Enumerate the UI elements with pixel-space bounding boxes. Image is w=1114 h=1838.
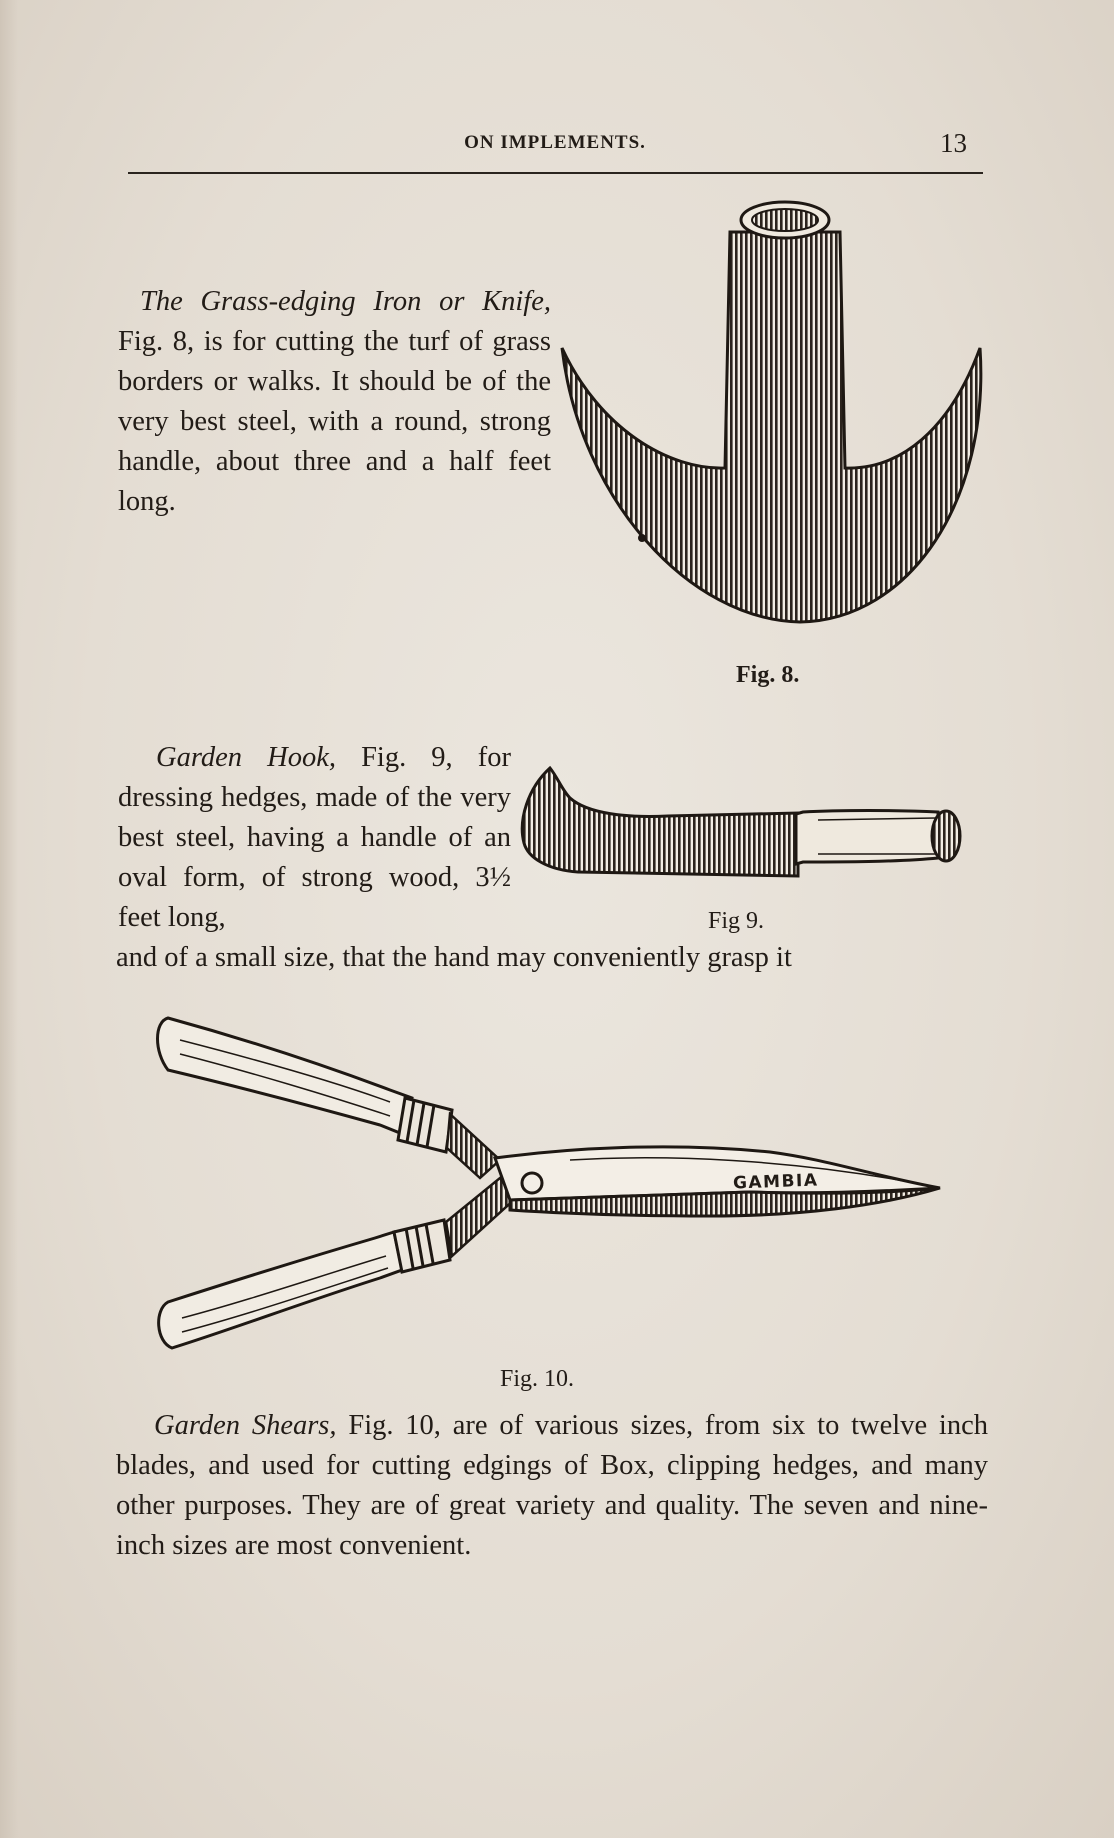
- grass-edging-text: Fig. 8, is for cutting the turf of grass borders or walks. It should be of the very best steel, with a round, strong handle, about three and a half feet long.: [118, 326, 551, 517]
- grass-edging-iron-illustration: [550, 200, 990, 630]
- garden-shears-text: Fig. 10, are of various sizes, from six to twelve inch blades, and used for cutting edgings of Box, clipping hedges, and many other purposes. They are of great variety and quality. The seven and nine-inch sizes are most convenient.: [116, 1410, 988, 1561]
- figure-8-caption: Fig. 8.: [736, 662, 800, 688]
- figure-10-caption: Fig. 10.: [500, 1366, 575, 1392]
- garden-hook-illustration: [518, 758, 978, 888]
- garden-shears-heading: Garden Shears,: [154, 1410, 337, 1441]
- garden-shears-illustration: [150, 1010, 950, 1360]
- header-rule: [128, 172, 983, 174]
- garden-hook-continuation-text: and of a small size, that the hand may conveniently grasp it: [116, 942, 792, 973]
- running-header: ON IMPLEMENTS.: [464, 132, 646, 153]
- grass-edging-heading: The Grass-edging Iron or Knife,: [140, 286, 551, 317]
- garden-hook-heading: Garden Hook,: [156, 742, 336, 773]
- grass-edging-paragraph: [118, 282, 551, 522]
- garden-hook-continuation: [116, 938, 1016, 978]
- page-edge-shadow: [0, 0, 18, 1838]
- gambia-blade-stamp: GAMBIA: [732, 1170, 819, 1194]
- garden-hook-text: Fig. 9, for dressing hedges, made of the very best steel, having a handle of an oval form, of strong wood, 3½ feet long,: [118, 742, 511, 933]
- garden-shears-paragraph: [116, 1406, 988, 1566]
- figure-9-caption: Fig 9.: [708, 908, 765, 934]
- page-number: 13: [940, 128, 967, 158]
- garden-hook-paragraph: [118, 738, 511, 938]
